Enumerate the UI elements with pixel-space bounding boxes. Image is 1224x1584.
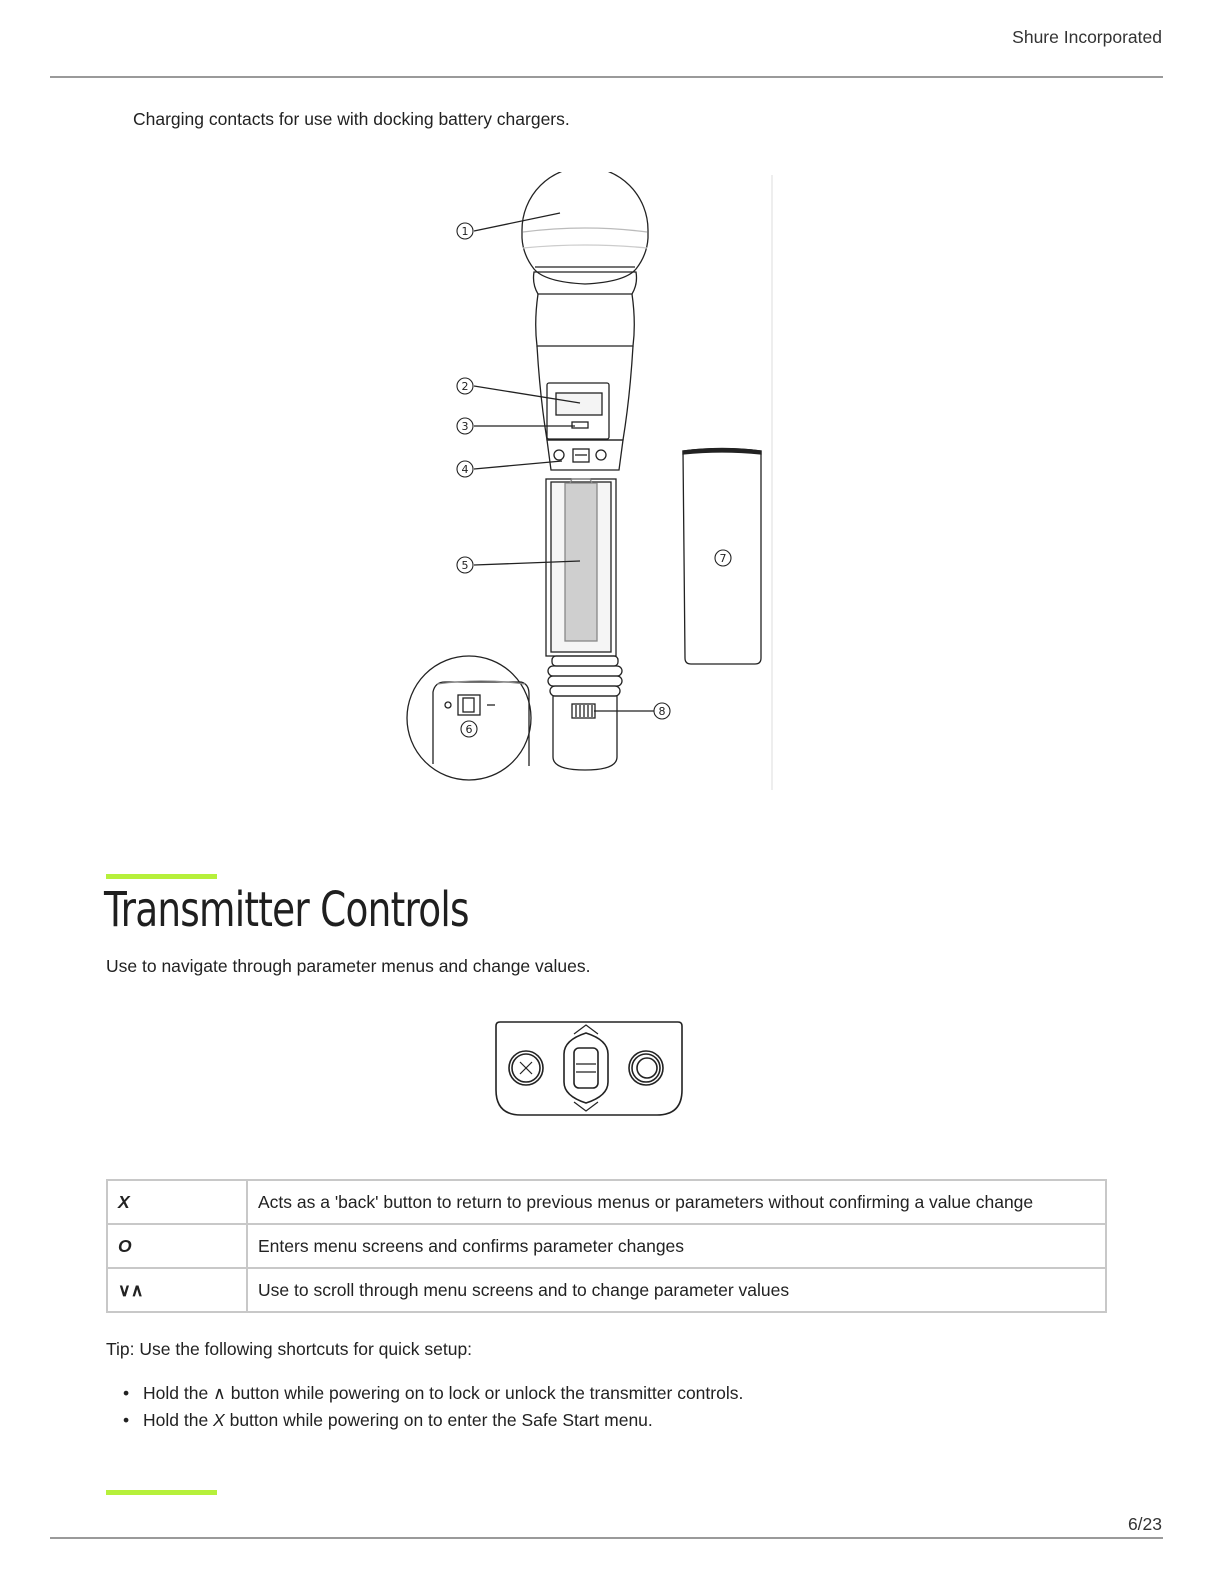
- control-key-arrows: ∨∧: [107, 1268, 247, 1312]
- handheld-transmitter-diagram: [395, 172, 785, 797]
- infrared-port: [572, 422, 588, 428]
- callout-8: 8: [658, 705, 666, 718]
- control-key-o: O: [107, 1224, 247, 1268]
- grip-rings: [548, 656, 622, 696]
- header-divider: [50, 76, 1163, 78]
- tip-key: X: [213, 1410, 225, 1430]
- footer-divider: [50, 1537, 1163, 1539]
- charging-contacts: [572, 704, 595, 718]
- o-button-graphic: [629, 1051, 663, 1085]
- callout-5: 5: [461, 559, 469, 572]
- tip-list: [106, 1382, 743, 1436]
- list-item: [106, 1382, 743, 1409]
- lcd-display: [556, 393, 602, 415]
- mic-upper-body: [536, 294, 635, 346]
- tip-text-post: button while powering on to lock or unlock the transmitter controls.: [225, 1383, 744, 1403]
- section-title: Transmitter Controls: [104, 882, 469, 938]
- tip-label: Tip: Use the following shortcuts for quick setup:: [106, 1339, 473, 1359]
- next-section-accent-bar: [106, 1490, 217, 1495]
- intro-text: Charging contacts for use with docking battery chargers.: [133, 109, 570, 129]
- mic-collar: [534, 272, 637, 294]
- callout-7: 7: [719, 552, 727, 565]
- control-key-x: X: [107, 1180, 247, 1224]
- table-row: [107, 1180, 1106, 1224]
- callout-4: 4: [461, 463, 469, 476]
- page-number: 6/23: [1127, 1514, 1162, 1534]
- table-row: [107, 1224, 1106, 1268]
- tip-text-post: button while powering on to enter the Safe Start menu.: [224, 1410, 653, 1430]
- section-accent-bar: [106, 874, 217, 879]
- x-button-graphic: [509, 1051, 543, 1085]
- tip-text-pre: Hold the: [143, 1383, 214, 1403]
- control-button-x: [554, 450, 564, 460]
- header-company-name: Shure Incorporated: [1012, 27, 1162, 47]
- callout-6: 6: [465, 723, 473, 736]
- table-row: [107, 1268, 1106, 1312]
- mic-grille: [522, 172, 648, 284]
- list-item: [106, 1409, 743, 1436]
- control-description: Enters menu screens and confirms parameter changes: [247, 1224, 1106, 1268]
- control-description: Use to scroll through menu screens and to change parameter values: [247, 1268, 1106, 1312]
- callout-3: 3: [461, 420, 469, 433]
- nav-button-graphic: [564, 1025, 608, 1111]
- controls-table: [106, 1179, 1107, 1313]
- mic-base: [553, 696, 617, 770]
- callout-1: 1: [461, 225, 469, 238]
- control-button-o: [596, 450, 606, 460]
- tip-text-pre: Hold the: [143, 1410, 214, 1430]
- transmitter-controls-diagram: [492, 1018, 686, 1120]
- antenna-detail-inset: [407, 656, 531, 780]
- tip-key: ∧: [213, 1383, 226, 1403]
- section-description: Use to navigate through parameter menus and change values.: [106, 956, 591, 976]
- callout-2: 2: [461, 380, 469, 393]
- control-description: Acts as a 'back' button to return to previous menus or parameters without confirming a value change: [247, 1180, 1106, 1224]
- controls-panel-outline: [496, 1022, 682, 1115]
